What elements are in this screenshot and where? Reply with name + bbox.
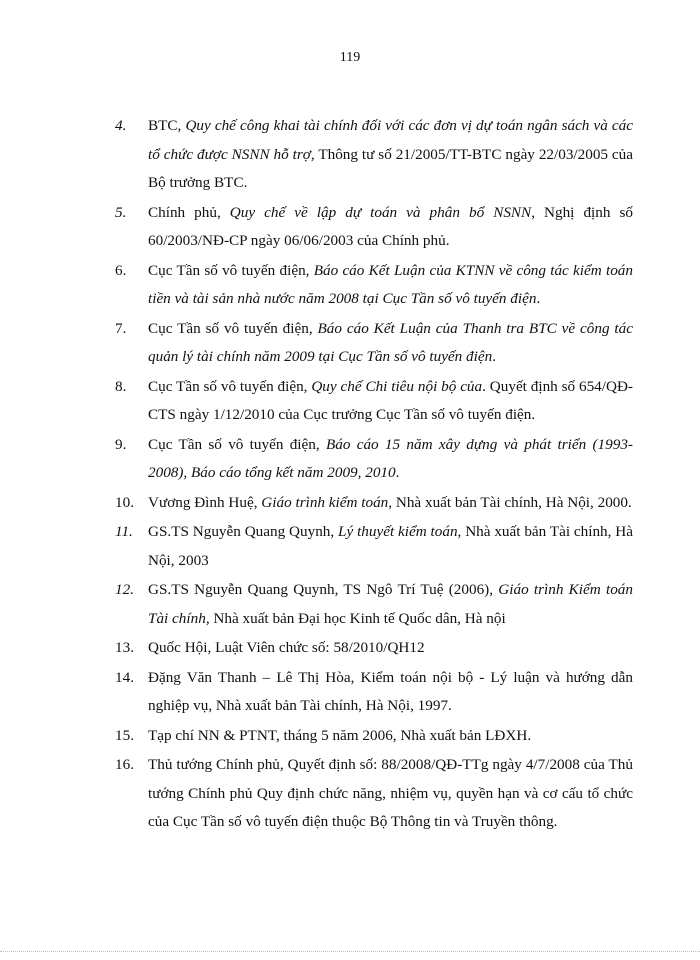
reference-list <box>115 112 633 838</box>
reference-details: . <box>536 290 541 307</box>
reference-item <box>115 257 633 314</box>
page-bottom-divider <box>0 951 700 952</box>
reference-title: Quy chế công khai tài chính đối với các đơn vị dự toán ngân sách và các tổ chức được NSNN hỗ trợ <box>148 117 633 163</box>
reference-author: Vương Đình Huệ, <box>148 493 262 511</box>
reference-number: 5. <box>115 203 127 221</box>
reference-title: Quy chế Chi tiêu nội bộ của <box>311 377 483 395</box>
reference-title: Lý thuyết kiểm toán <box>338 523 458 540</box>
reference-item <box>115 722 633 751</box>
reference-item <box>115 315 633 372</box>
reference-author: Cục Tần số vô tuyến điện, <box>148 319 318 337</box>
reference-number: 16. <box>115 756 134 773</box>
reference-details: , Nhà xuất bản Tài chính, Hà Nội, 2003 <box>148 523 634 569</box>
reference-item <box>115 199 633 256</box>
reference-number: 10. <box>115 493 134 511</box>
page-number: 119 <box>339 50 361 65</box>
reference-item <box>115 489 633 518</box>
reference-author: Cục Tần số vô tuyến điện, <box>148 261 314 279</box>
reference-details: , Nhà xuất bản Đại học Kinh tế Quốc dân, Hà nội <box>205 609 506 627</box>
reference-author: GS.TS Nguyễn Quang Quynh, <box>148 523 339 540</box>
reference-number: 4. <box>115 117 127 134</box>
reference-number: 8. <box>115 377 127 395</box>
reference-number: 7. <box>115 319 127 337</box>
reference-number: 15. <box>115 726 134 744</box>
reference-item <box>115 112 633 198</box>
reference-title: Báo cáo Kết Luận của Thanh tra BTC về công tác quản lý tài chính năm 2009 tại Cục Tần số vô tuyến điện <box>148 319 633 365</box>
reference-details: . <box>395 464 400 481</box>
reference-item <box>115 373 633 430</box>
reference-item <box>115 431 633 488</box>
reference-details: , Nghị định số 60/2003/NĐ-CP ngày 06/06/2003 của Chính phủ. <box>148 203 633 249</box>
reference-author: Cục Tần số vô tuyến điện, <box>148 377 312 395</box>
reference-details: , Thông tư số 21/2005/TT-BTC ngày 22/03/2005 của Bộ trưởng BTC. <box>148 145 634 191</box>
reference-details: . Quyết định số 654/QĐ-CTS ngày 1/12/2010 của Cục trưởng Cục Tần số vô tuyến điện. <box>148 377 633 423</box>
reference-title: Quy chế về lập dự toán và phân bổ NSNN <box>229 203 532 221</box>
reference-author: Đặng Văn Thanh – Lê Thị Hòa, Kiểm toán nội bộ - Lý luận và hướng dẫn nghiệp vụ, Nhà xuất bản Tài chính, Hà Nội, 1997. <box>148 668 633 714</box>
reference-item <box>115 576 633 633</box>
reference-author: Chính phủ, <box>148 203 230 221</box>
reference-author: Quốc Hội, Luật Viên chức số: 58/2010/QH12 <box>148 639 425 656</box>
reference-number: 9. <box>115 435 127 453</box>
reference-number: 12. <box>115 581 134 598</box>
reference-item <box>115 634 633 663</box>
reference-author: BTC, <box>148 117 186 134</box>
reference-number: 14. <box>115 668 134 686</box>
reference-details: , Nhà xuất bản Tài chính, Hà Nội, 2000. <box>388 493 632 511</box>
reference-title: Giáo trình Kiểm toán Tài chính <box>148 581 633 627</box>
reference-title: Báo cáo Kết Luận của KTNN về công tác kiểm toán tiền và tài sản nhà nước năm 2008 tại Cục Tần số vô tuyến điện <box>148 261 633 307</box>
reference-details: . <box>492 348 497 365</box>
reference-number: 13. <box>115 639 134 656</box>
reference-number: 6. <box>115 261 127 279</box>
reference-author: Tạp chí NN & PTNT, tháng 5 năm 2006, Nhà xuất bản LĐXH. <box>148 726 532 744</box>
reference-item <box>115 518 633 575</box>
reference-author: Thủ tướng Chính phủ, Quyết định số: 88/2008/QĐ-TTg ngày 4/7/2008 của Thủ tướng Chính phủ Quy định chức năng, nhiệm vụ, quyền hạn và cơ cấu tổ chức của Cục Tần số vô tuyến điện thuộc Bộ Thông tin và Truyền thông. <box>148 756 633 830</box>
reference-title: Giáo trình kiểm toán <box>261 493 389 511</box>
reference-item <box>115 751 633 837</box>
reference-author: Cục Tần số vô tuyến điện, <box>148 435 326 453</box>
reference-item <box>115 664 633 721</box>
reference-number: 11. <box>115 523 133 540</box>
reference-author: GS.TS Nguyễn Quang Quynh, TS Ngô Trí Tuệ (2006), <box>148 581 499 598</box>
reference-title: Báo cáo 15 năm xây dựng và phát triển (1993-2008), Báo cáo tổng kết năm 2009, 2010 <box>148 435 633 481</box>
